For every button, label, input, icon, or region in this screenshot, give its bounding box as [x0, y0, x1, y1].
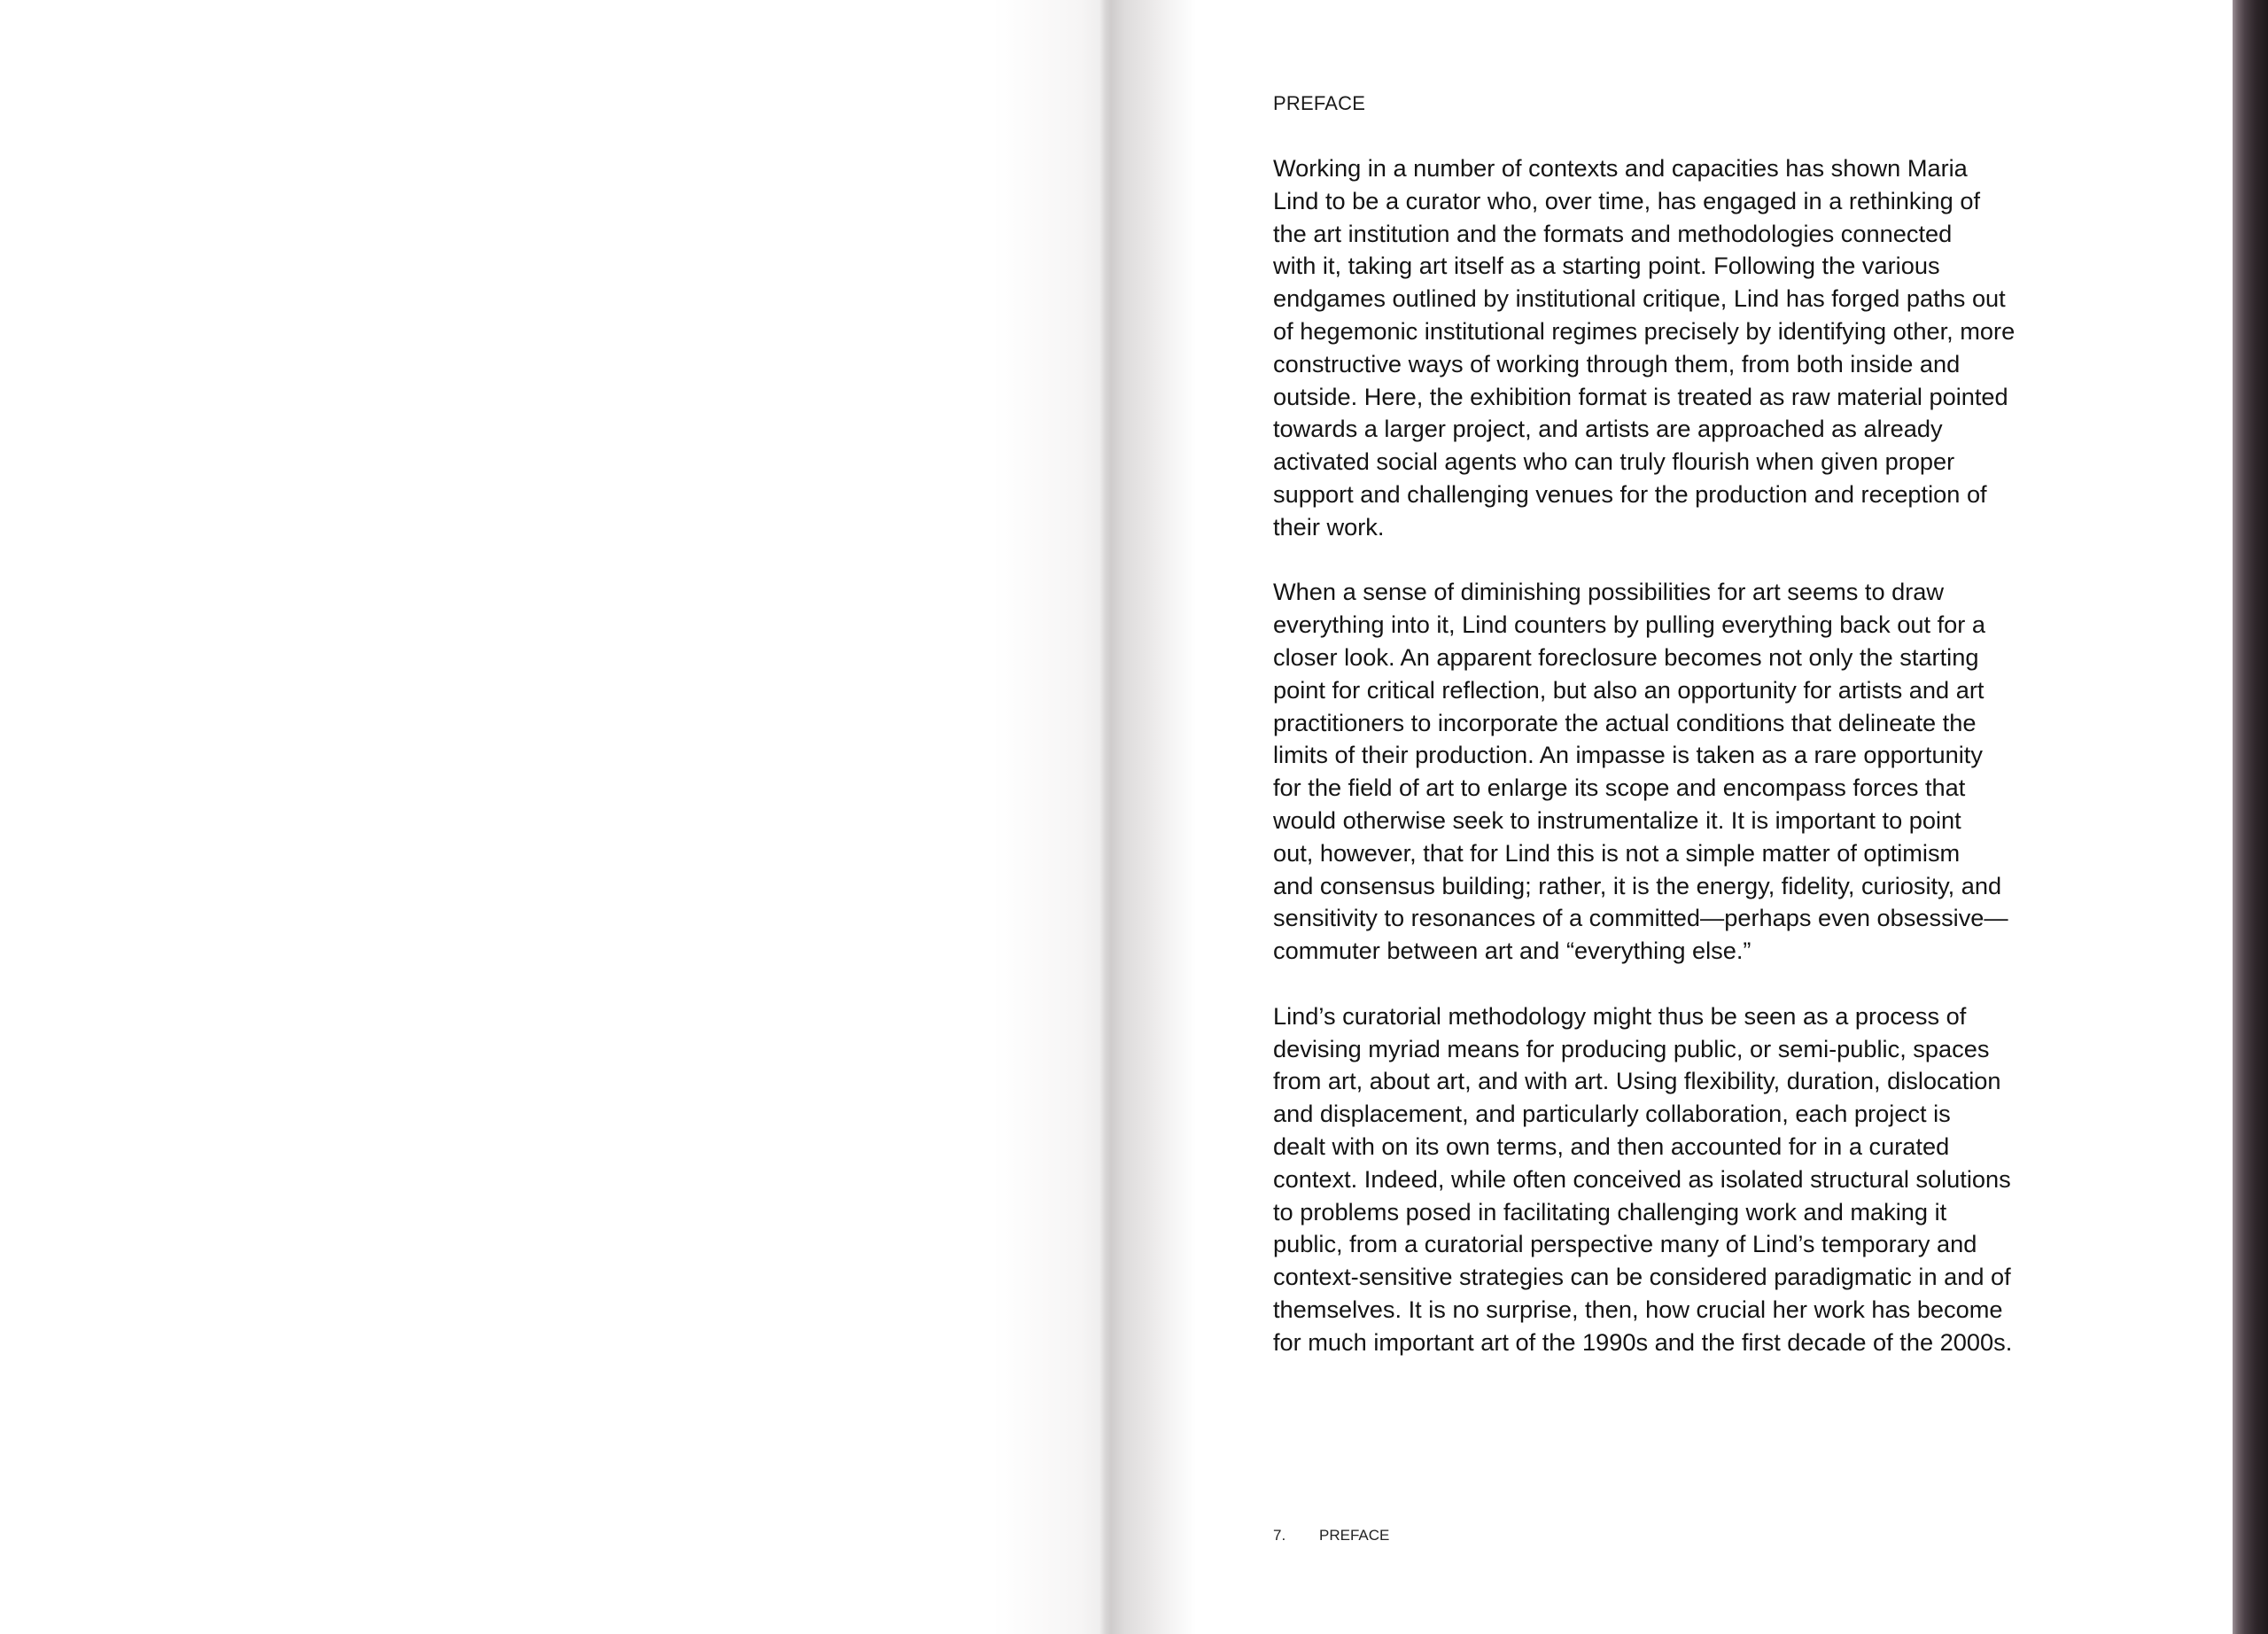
paragraph-1: Working in a number of contexts and capacities has shown Maria Lind to be a curator who, over time, has engaged in a rethinking of the art institution and the formats and methodologies connected with it, taking art itself as a starting point. Following the various endgames outlined by institutional critique, Lind has forged paths out of hegemonic institutional regimes precisely by identifying other, more constructive ways of working through them, from both inside and outside. Here, the exhibition format is treated as raw material pointed towards a larger project, and artists are approached as already activated social agents who can truly flourish when given proper support and challenging venues for the production and reception of their work.: [1273, 154, 2016, 541]
running-head: PREFACE: [1273, 92, 1366, 114]
body-text: [1273, 152, 2088, 1391]
left-page-blank: [0, 0, 1103, 1634]
page-number: 7.: [1273, 1527, 1286, 1544]
page-edge-shadow: [2233, 0, 2268, 1634]
paragraph-3: Lind’s curatorial methodology might thus be seen as a process of devising myriad means for producing public, or semi-public, spaces from art, about art, and with art. Using flexibility, duration, dislocation and displacement, and particularly collaboration, each project is dealt with on its own terms, and then accounted for in a curated context. Indeed, while often conceived as isolated structural solutions to problems posed in facilitating challenging work and making it public, from a curatorial perspective many of Lind’s temporary and context-sensitive strategies can be considered paradigmatic in and of themselves. It is no surprise, then, how crucial her work has become for much important art of the 1990s and the first decade of the 2000s.: [1273, 1001, 2013, 1356]
book-gutter-shadow: [1099, 0, 1196, 1634]
folio-section: PREFACE: [1319, 1527, 1390, 1544]
folio: [1273, 1527, 1389, 1545]
paragraph-2: When a sense of diminishing possibilities for art seems to draw everything into it, Lind counters by pulling everything back out for a closer look. An apparent foreclosure becomes not only the starting point for critical reflection, but also an opportunity for artists and art practitioners to incorporate the actual conditions that delineate the limits of their production. An impasse is taken as a rare opportunity for the field of art to enlarge its scope and encompass forces that would otherwise seek to instrumentalize it. It is important to point out, however, that for Lind this is not a simple matter of optimism and consensus building; rather, it is the energy, fidelity, curiosity, and sensitivity to resonances of a committed—perhaps even obsessive— commuter between art and “everything else.”: [1273, 578, 2008, 965]
